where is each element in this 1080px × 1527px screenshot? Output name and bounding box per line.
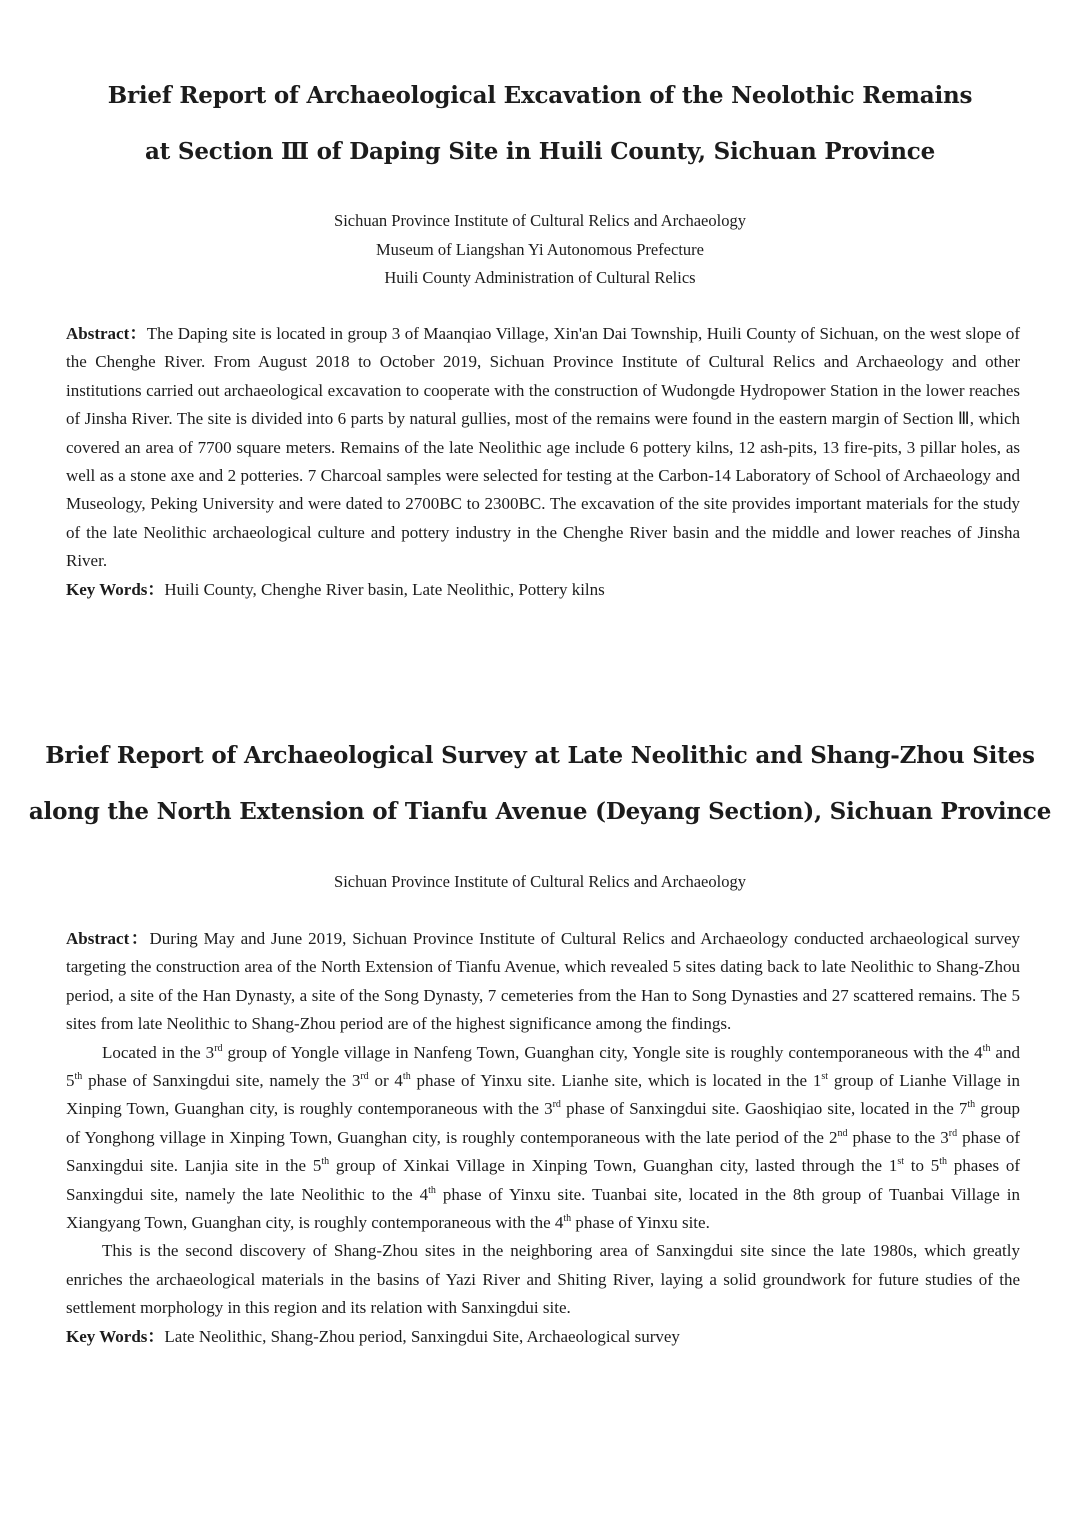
- report-1-abstract: [66, 320, 1020, 604]
- ordinal-suffix: th: [74, 1071, 83, 1083]
- text-run: phase of Yinxu site. Tuanbai site, located in the 8th group of Tuanbai Village in Xiangyang Town, Guanghan city, is roughly contemporaneous with the 4: [66, 1184, 1020, 1233]
- report-2-authors: [0, 868, 1080, 897]
- text-run: and 5: [66, 1042, 1020, 1091]
- keywords-text: Huili County, Chenghe River basin, Late Neolithic, Pottery kilns: [164, 579, 605, 599]
- report-2-title: [0, 728, 1080, 840]
- author-line: Sichuan Province Institute of Cultural Relics and Archaeology: [334, 872, 746, 891]
- abstract-text: During May and June 2019, Sichuan Province Institute of Cultural Relics and Archaeology conducted archaeological survey targeting the construction area of the North Extension of Tianfu Avenue, which revealed 5 sites dating back to late Neolithic to Shang-Zhou period, a site of the Han Dynasty, a site of the Song Dynasty, 7 cemeteries from the Han to Song Dynasties and 27 scattered remains. The 5 sites from late Neolithic to Shang-Zhou period are of the highest significance among the findings.: [66, 929, 1021, 1034]
- text-run: phase of Sanxingdui site. Lanjia site in the 5: [66, 1127, 1020, 1176]
- text-run: group of Yongle village in Nanfeng Town, Guanghan city, Yongle site is roughly contemporaneous with the 4: [222, 1042, 983, 1062]
- text-run: phase to the 3: [847, 1127, 949, 1147]
- text-run: group of Xinkai Village in Xinping Town, Guanghan city, lasted through the 1: [329, 1156, 898, 1176]
- report-2-title-line-1: Brief Report of Archaeological Survey at Late Neolithic and Shang-Zhou Sites: [45, 742, 1035, 769]
- text-run: phase of Yinxu site. Lianhe site, which is located in the 1: [410, 1071, 822, 1091]
- ordinal-suffix: rd: [552, 1099, 561, 1111]
- text-run: or 4: [368, 1071, 403, 1091]
- text-run: group of Yonghong village in Xinping Town, Guanghan city, is roughly contemporaneous with the late period of the 2: [66, 1099, 1020, 1147]
- author-line: Sichuan Province Institute of Cultural Relics and Archaeology: [334, 211, 746, 230]
- report-2-title-line-2: along the North Extension of Tianfu Avenue (Deyang Section), Sichuan Province: [28, 798, 1052, 825]
- keywords-label: Key Words：: [66, 579, 165, 599]
- text-run: group of Lianhe Village in Xinping Town, Guanghan city, is roughly contemporaneous with the 3: [66, 1071, 1021, 1119]
- text-run: phase of Yinxu site.: [571, 1213, 710, 1233]
- keywords: [66, 576, 1020, 604]
- ordinal-suffix: th: [563, 1213, 572, 1225]
- text-run: phases of Sanxingdui site, namely the late Neolithic to the 4: [66, 1156, 1020, 1204]
- keywords-text: Late Neolithic, Shang-Zhou period, Sanxingdui Site, Archaeological survey: [164, 1326, 680, 1346]
- text-run: phase of Sanxingdui site, namely the 3: [82, 1071, 361, 1091]
- keywords-label: Key Words：: [66, 1326, 165, 1346]
- abstract-label: Abstract：: [66, 929, 150, 948]
- ordinal-suffix: th: [321, 1156, 330, 1168]
- abstract-paragraph: [66, 925, 1020, 1039]
- report-1-title: [0, 68, 1080, 180]
- report-1-title-line-2: at Section Ⅲ of Daping Site in Huili County, Sichuan Province: [144, 138, 936, 165]
- ordinal-suffix: th: [402, 1071, 411, 1083]
- text-run: to 5: [904, 1156, 940, 1176]
- ordinal-suffix: st: [897, 1156, 904, 1168]
- abstract-paragraph: [66, 320, 1020, 576]
- abstract-paragraph-3: This is the second discovery of Shang-Zhou sites in the neighboring area of Sanxingdui site since the late 1980s, which greatly enriches the archaeological materials in the basins of Yazi River and Shiting River, laying a solid groundwork for future studies of the settlement morphology in this region and its relation with Sanxingdui site.: [66, 1241, 1020, 1318]
- ordinal-suffix: rd: [360, 1071, 369, 1083]
- ordinal-suffix: th: [967, 1099, 976, 1111]
- report-1-authors: [0, 207, 1080, 293]
- author-line: Huili County Administration of Cultural Relics: [384, 268, 696, 287]
- text-run: Located in the 3: [102, 1042, 215, 1062]
- ordinal-suffix: th: [939, 1156, 948, 1168]
- report-1-title-line-1: Brief Report of Archaeological Excavation of the Neolothic Remains: [107, 82, 973, 109]
- ordinal-suffix: st: [821, 1071, 829, 1083]
- text-run: phase of Sanxingdui site. Gaoshiqiao site, located in the 7: [560, 1099, 968, 1119]
- ordinal-suffix: th: [428, 1184, 436, 1196]
- report-2-abstract: [66, 925, 1020, 1351]
- abstract-label: Abstract：: [66, 324, 147, 343]
- author-line: Museum of Liangshan Yi Autonomous Prefecture: [376, 239, 704, 259]
- ordinal-suffix: th: [982, 1042, 991, 1054]
- keywords: [66, 1323, 1020, 1351]
- abstract-text: The Daping site is located in group 3 of Maanqiao Village, Xin'an Dai Township, Huili County of Sichuan, on the west slope of the Chenghe River. From August 2018 to October 2019, Sichuan Province Institute of Cultural Relics and Archaeology and other institutions carried out archaeological excavation to cooperate with the construction of Wudongde Hydropower Station in the lower reaches of Jinsha River. The site is divided into 6 parts by natural gullies, most of the remains were found in the eastern margin of Section Ⅲ, which covered an area of 7700 square meters. Remains of the late Neolithic age include 6 pottery kilns, 12 ash-pits, 13 fire-pits, 3 pillar holes, as well as a stone axe and 2 potteries. 7 Charcoal samples were selected for testing at the Carbon-14 Laboratory of School of Archaeology and Museology, Peking University and were dated to 2700BC to 2300BC. The excavation of the site provides important materials for the study of the late Neolithic archaeological culture and pottery industry in the Chenghe River basin and the middle and lower reaches of Jinsha River.: [66, 324, 1020, 571]
- ordinal-suffix: rd: [948, 1127, 958, 1139]
- abstract-paragraph-2: [66, 1039, 1020, 1238]
- ordinal-suffix: rd: [214, 1042, 223, 1054]
- ordinal-suffix: nd: [837, 1127, 848, 1139]
